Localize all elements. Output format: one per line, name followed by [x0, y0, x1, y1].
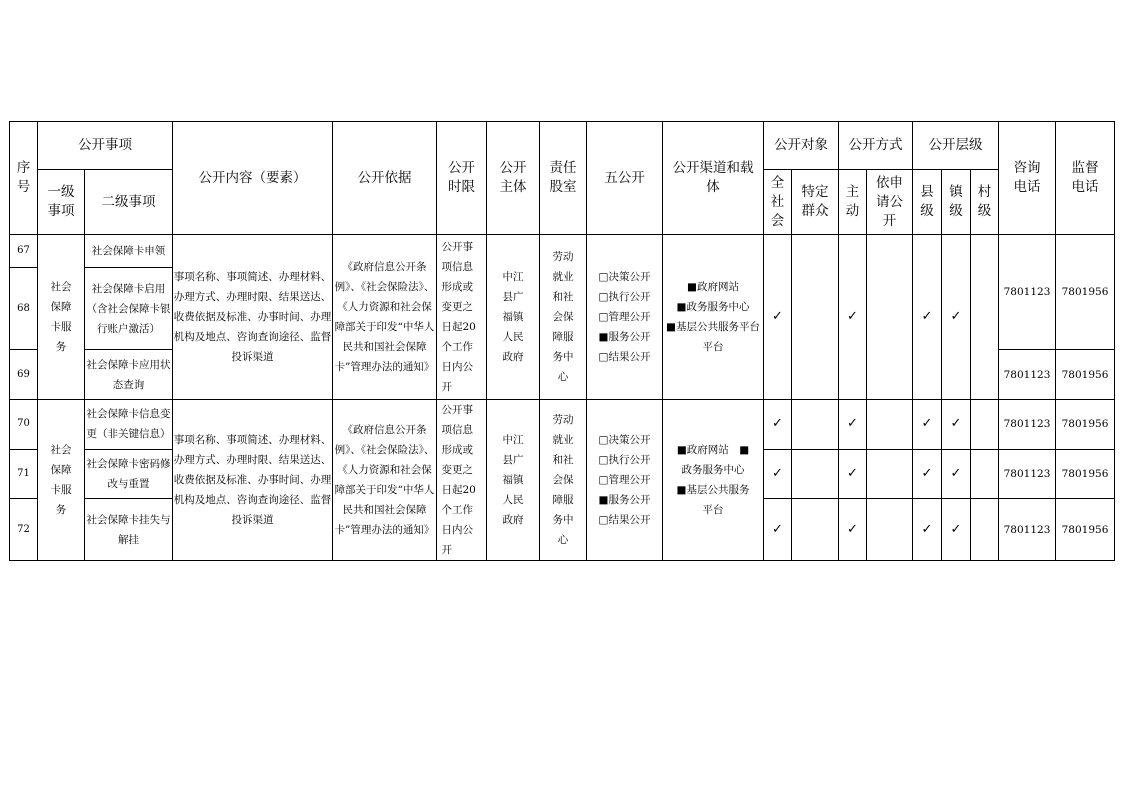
row-number: 71 — [10, 449, 38, 499]
header-level: 公开层级 — [913, 122, 999, 170]
row-number: 68 — [10, 268, 38, 350]
target-specific-check — [792, 499, 839, 561]
level1-cell: 社会保障卡服务 — [38, 400, 85, 561]
level2-cell: 社会保障卡密码修改与重置 — [85, 449, 173, 499]
channel-cell — [663, 400, 764, 561]
header-dept: 责任股室 — [540, 122, 587, 235]
time-limit-cell: 公开事项信息形成或变更之日起20个工作日内公开 — [437, 235, 487, 400]
level2-cell: 社会保障卡申领 — [85, 235, 173, 268]
level-village-check — [971, 400, 999, 450]
target-all-check: ✓ — [764, 400, 792, 450]
header-row-1 — [10, 122, 1115, 170]
header-seq: 序号 — [10, 122, 38, 235]
channel-item: 平台 — [702, 341, 724, 353]
five-cell — [587, 235, 663, 400]
header-five: 五公开 — [587, 122, 663, 235]
consult-phone: 7801123 — [999, 400, 1056, 450]
five-item: □管理公开 — [598, 474, 651, 486]
header-target-specific: 特定群众 — [792, 170, 839, 235]
table-row-67 — [10, 235, 1115, 268]
method-request-check — [867, 499, 913, 561]
level2-cell: 社会保障卡应用状态查询 — [85, 350, 173, 400]
level-village-check — [971, 449, 999, 499]
method-active-check: ✓ — [839, 235, 867, 400]
header-method: 公开方式 — [839, 122, 913, 170]
five-item: □决策公开 — [598, 434, 651, 446]
level2-cell: 社会保障卡信息变更（非关键信息） — [85, 400, 173, 450]
supervise-phone: 7801956 — [1056, 235, 1115, 350]
channel-item: ■基层公共服务平台 — [666, 321, 760, 333]
channel-item: 政务服务中心 — [681, 464, 745, 476]
row-number: 70 — [10, 400, 38, 450]
channel-item: ■政府网站 ■ — [676, 444, 750, 456]
five-cell — [587, 400, 663, 561]
header-method-request: 依申请公开 — [867, 170, 913, 235]
channel-item: ■政府网站 — [687, 281, 739, 293]
level1-cell: 社会保障卡服务 — [38, 235, 85, 400]
level-county-check: ✓ — [913, 449, 942, 499]
header-channel: 公开渠道和载体 — [663, 122, 764, 235]
target-all-check: ✓ — [764, 499, 792, 561]
header-time-limit: 公开时限 — [437, 122, 487, 235]
method-request-check — [867, 235, 913, 400]
level-town-check: ✓ — [942, 400, 971, 450]
disclosure-table — [9, 121, 1115, 561]
header-level-town: 镇级 — [942, 170, 971, 235]
subject-cell: 中江县广福镇人民政府 — [487, 235, 540, 400]
header-target: 公开对象 — [764, 122, 839, 170]
table-row-70 — [10, 400, 1115, 450]
level-county-check: ✓ — [913, 235, 942, 400]
level-village-check — [971, 499, 999, 561]
five-item: □结果公开 — [598, 351, 651, 363]
channel-item: ■政务服务中心 — [676, 301, 750, 313]
five-item: ■服务公开 — [598, 494, 651, 506]
level-town-check: ✓ — [942, 449, 971, 499]
method-active-check: ✓ — [839, 449, 867, 499]
level-county-check: ✓ — [913, 400, 942, 450]
method-active-check: ✓ — [839, 400, 867, 450]
five-item: □管理公开 — [598, 311, 651, 323]
method-request-check — [867, 449, 913, 499]
target-specific-check — [792, 449, 839, 499]
five-item: □结果公开 — [598, 514, 651, 526]
header-supervise: 监督电话 — [1056, 122, 1115, 235]
header-consult: 咨询电话 — [999, 122, 1056, 235]
header-content: 公开内容（要素） — [173, 122, 333, 235]
time-limit-cell: 公开事项信息形成或变更之日起20个工作日内公开 — [437, 400, 487, 561]
level-village-check — [971, 235, 999, 400]
five-item: ■服务公开 — [598, 331, 651, 343]
header-method-active: 主动 — [839, 170, 867, 235]
channel-item: ■基层公共服务 — [676, 484, 750, 496]
header-level-village: 村级 — [971, 170, 999, 235]
consult-phone: 7801123 — [999, 350, 1056, 400]
dept-cell: 劳动就业和社会保障服务中心 — [540, 235, 587, 400]
consult-phone: 7801123 — [999, 449, 1056, 499]
row-number: 67 — [10, 235, 38, 268]
subject-cell: 中江县广福镇人民政府 — [487, 400, 540, 561]
method-active-check: ✓ — [839, 499, 867, 561]
level-county-check: ✓ — [913, 499, 942, 561]
header-public-item: 公开事项 — [38, 122, 173, 170]
supervise-phone: 7801956 — [1056, 499, 1115, 561]
five-item: □决策公开 — [598, 271, 651, 283]
target-all-check: ✓ — [764, 449, 792, 499]
level2-cell: 社会保障卡挂失与解挂 — [85, 499, 173, 561]
header-level-county: 县级 — [913, 170, 942, 235]
content-cell: 事项名称、事项简述、办理材料、办理方式、办理时限、结果送达、收费依据及标准、办事时间、办理机构及地点、咨询查询途径、监督投诉渠道 — [173, 400, 333, 561]
method-request-check — [867, 400, 913, 450]
header-target-all: 全社会 — [764, 170, 792, 235]
five-item: □执行公开 — [598, 454, 651, 466]
header-level2: 二级事项 — [85, 170, 173, 235]
basis-cell: 《政府信息公开条例》、《社会保险法》、《人力资源和社会保障部关于印发“中华人民共和国社会保障卡”管理办法的通知》 — [333, 235, 437, 400]
target-specific-check — [792, 235, 839, 400]
consult-phone: 7801123 — [999, 499, 1056, 561]
supervise-phone: 7801956 — [1056, 400, 1115, 450]
basis-cell: 《政府信息公开条例》、《社会保险法》、《人力资源和社会保障部关于印发“中华人民共和国社会保障卡”管理办法的通知》 — [333, 400, 437, 561]
supervise-phone: 7801956 — [1056, 350, 1115, 400]
supervise-phone: 7801956 — [1056, 449, 1115, 499]
consult-phone: 7801123 — [999, 235, 1056, 350]
target-specific-check — [792, 400, 839, 450]
target-all-check: ✓ — [764, 235, 792, 400]
five-item: □执行公开 — [598, 291, 651, 303]
header-level1: 一级事项 — [38, 170, 85, 235]
level-town-check: ✓ — [942, 235, 971, 400]
header-basis: 公开依据 — [333, 122, 437, 235]
row-number: 69 — [10, 350, 38, 400]
level2-cell: 社会保障卡启用（含社会保障卡银行账户激活） — [85, 268, 173, 350]
channel-cell — [663, 235, 764, 400]
dept-cell: 劳动就业和社会保障服务中心 — [540, 400, 587, 561]
channel-item: 平台 — [702, 504, 724, 516]
content-cell: 事项名称、事项简述、办理材料、办理方式、办理时限、结果送达、收费依据及标准、办事时间、办理机构及地点、咨询查询途径、监督投诉渠道 — [173, 235, 333, 400]
row-number: 72 — [10, 499, 38, 561]
level-town-check: ✓ — [942, 499, 971, 561]
header-subject: 公开主体 — [487, 122, 540, 235]
